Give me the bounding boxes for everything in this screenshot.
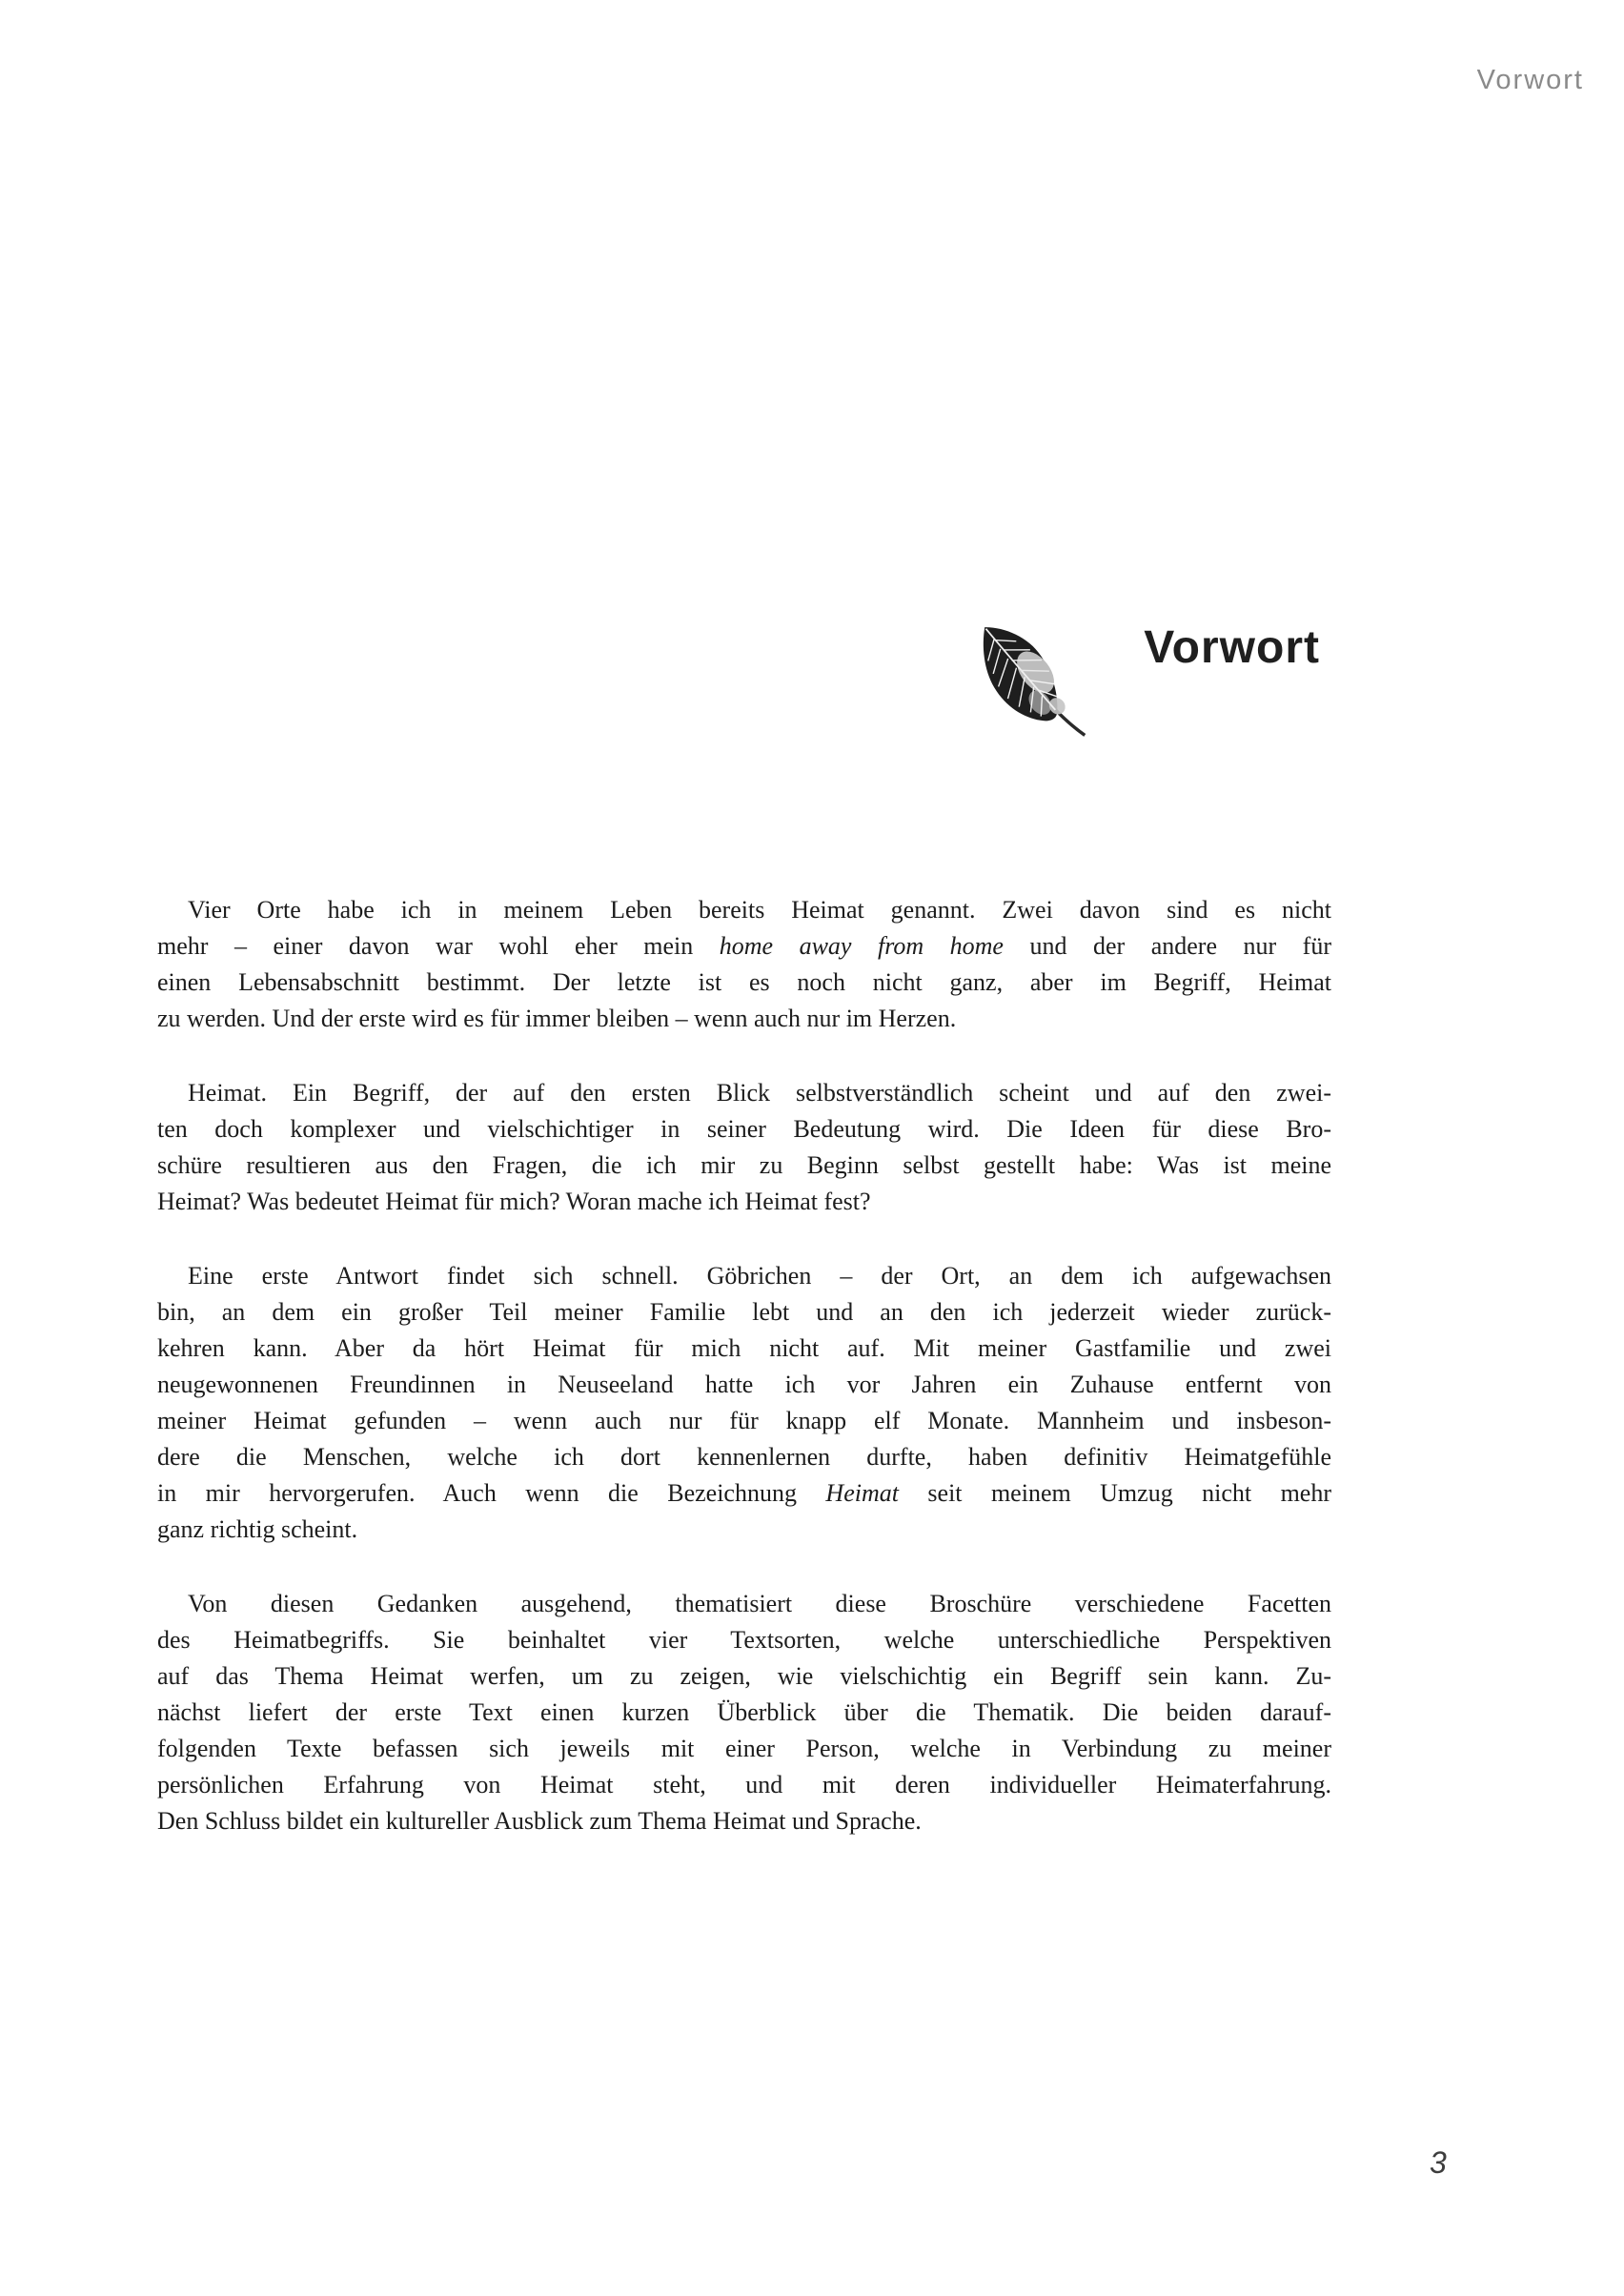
- text-line: Von diesen Gedanken ausgehend, thematisiert diese Broschüre verschiedene Facetten: [188, 1590, 1331, 1617]
- text-line: einen Lebensabschnitt bestimmt. Der letzte ist es noch nicht ganz, aber im Begriff, Heimat: [157, 968, 1331, 996]
- body-text: [157, 892, 1331, 1839]
- text-line: neugewonnenen Freundinnen in Neuseeland hatte ich vor Jahren ein Zuhause entfernt von: [157, 1371, 1331, 1398]
- paragraph: [157, 892, 1331, 1037]
- paragraph: [157, 1258, 1331, 1548]
- leaf-print-icon: [958, 606, 1101, 763]
- text-line: des Heimatbegriffs. Sie beinhaltet vier Textsorten, welche unterschiedliche Perspektiven: [157, 1626, 1331, 1654]
- text-line: Heimat. Ein Begriff, der auf den ersten Blick selbstverständlich scheint und auf den zwei-: [188, 1079, 1331, 1107]
- text-line: Eine erste Antwort findet sich schnell. Göbrichen – der Ort, an dem ich aufgewachsen: [188, 1262, 1331, 1290]
- text-line: Heimat? Was bedeutet Heimat für mich? Woran mache ich Heimat fest?: [157, 1188, 871, 1215]
- text-line: ganz richtig scheint.: [157, 1515, 358, 1543]
- text-line: auf das Thema Heimat werfen, um zu zeigen, wie vielschichtig ein Begriff sein kann. Zu-: [157, 1662, 1331, 1690]
- paragraph: [157, 1075, 1331, 1220]
- paragraph: [157, 1586, 1331, 1839]
- text-line: zu werden. Und der erste wird es für immer bleiben – wenn auch nur im Herzen.: [157, 1005, 957, 1032]
- running-header: Vorwort: [1476, 65, 1584, 95]
- text-line: bin, an dem ein großer Teil meiner Familie lebt und an den ich jederzeit wieder zurück-: [157, 1298, 1331, 1326]
- chapter-title: Vorwort: [1144, 622, 1320, 673]
- text-line: Den Schluss bildet ein kultureller Ausblick zum Thema Heimat und Sprache.: [157, 1807, 922, 1835]
- text-line: dere die Menschen, welche ich dort kennenlernen durfte, haben definitiv Heimatgefühle: [157, 1443, 1331, 1471]
- text-line: persönlichen Erfahrung von Heimat steht, und mit deren individueller Heimaterfahrung.: [157, 1771, 1331, 1798]
- text-line: schüre resultieren aus den Fragen, die ich mir zu Beginn selbst gestellt habe: Was ist meine: [157, 1151, 1331, 1179]
- text-line: Vier Orte habe ich in meinem Leben bereits Heimat genannt. Zwei davon sind es nicht: [188, 896, 1331, 924]
- page-number: 3: [1430, 2145, 1447, 2180]
- chapter-heading: [958, 606, 1320, 763]
- text-line: kehren kann. Aber da hört Heimat für mich nicht auf. Mit meiner Gastfamilie und zwei: [157, 1334, 1331, 1362]
- text-line: meiner Heimat gefunden – wenn auch nur für knapp elf Monate. Mannheim und insbeson-: [157, 1407, 1331, 1434]
- text-line: mehr – einer davon war wohl eher mein home away from home und der andere nur für: [157, 932, 1331, 960]
- text-line: folgenden Texte befassen sich jeweils mit einer Person, welche in Verbindung zu meiner: [157, 1735, 1331, 1762]
- text-line: in mir hervorgerufen. Auch wenn die Bezeichnung Heimat seit meinem Umzug nicht mehr: [157, 1479, 1331, 1507]
- text-line: ten doch komplexer und vielschichtiger in seiner Bedeutung wird. Die Ideen für diese Bro-: [157, 1115, 1331, 1143]
- text-line: nächst liefert der erste Text einen kurzen Überblick über die Thematik. Die beiden darauf-: [157, 1698, 1331, 1726]
